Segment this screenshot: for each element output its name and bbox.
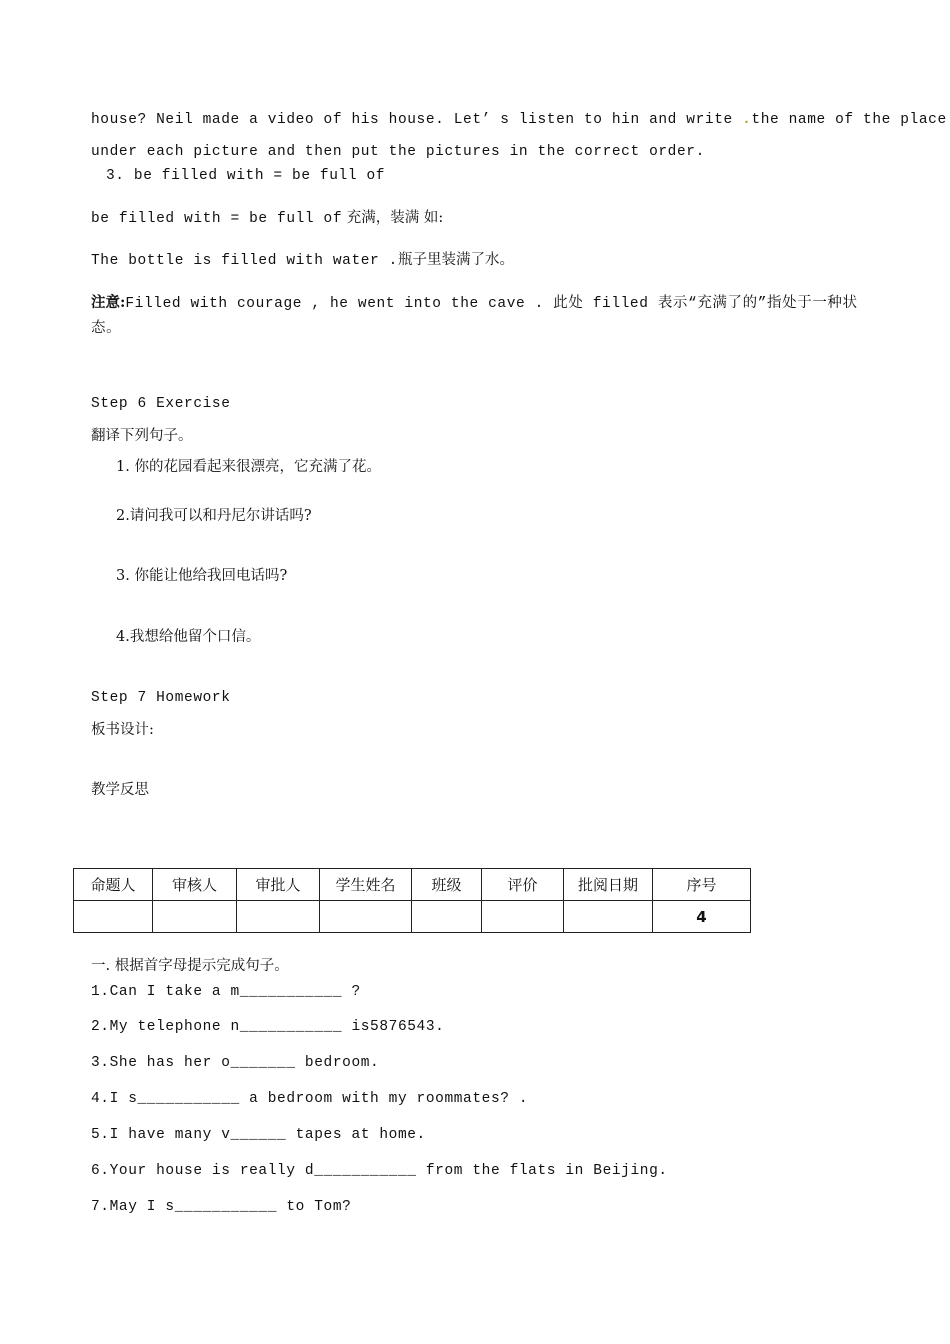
serial-number-cell: 4 [653, 901, 751, 933]
board-design-label: 板书设计: [91, 722, 154, 738]
note-text: Filled with courage , he went into the cave . 此处 filled 表示“充满了的”指处于一种状态。 [91, 296, 858, 337]
value-cell [320, 901, 412, 933]
header-cell: 序号 [653, 869, 751, 901]
exercise-item: 2.请问我可以和丹尼尔讲话吗? [116, 508, 312, 524]
value-cell [564, 901, 653, 933]
header-cell: 批阅日期 [564, 869, 653, 901]
example-en: The bottle is filled with water . [91, 253, 398, 269]
definition-en: be filled with = be full of [91, 211, 343, 227]
exercise-item: 4.我想给他留个口信。 [116, 629, 261, 645]
fill-in-item: 4.I s___________ a bedroom with my roommates? . [91, 1091, 529, 1107]
fill-in-item: 5.I have many v______ tapes at home. [91, 1127, 426, 1143]
fill-in-item: 2.My telephone n___________ is5876543. [91, 1019, 445, 1035]
fill-in-item: 6.Your house is really d___________ from the flats in Beijing. [91, 1163, 668, 1179]
header-cell: 班级 [412, 869, 482, 901]
teaching-reflection-label: 教学反思 [91, 782, 149, 798]
example-zh: 瓶子里装满了水。 [397, 252, 514, 268]
header-cell: 命题人 [74, 869, 153, 901]
point3-definition [91, 208, 443, 229]
fill-in-item: 1.Can I take a m___________ ? [91, 984, 361, 1000]
fill-in-item: 3.She has her o_______ bedroom. [91, 1055, 380, 1071]
value-cell [237, 901, 320, 933]
intro-text-a: house? Neil made a video of his house. Let’ s listen to hin and write [91, 112, 743, 128]
intro-text-b: the name of the place [751, 112, 947, 128]
step6-instruction: 翻译下列句子。 [91, 428, 193, 444]
exercise-item: 3. 你能让他给我回电话吗? [116, 568, 288, 584]
header-cell: 评价 [482, 869, 564, 901]
note-label: 注意: [91, 294, 126, 311]
header-cell: 审批人 [237, 869, 320, 901]
exercise-item: 1. 你的花园看起来很漂亮，它充满了花。 [116, 459, 381, 475]
point3-heading: 3. be filled with = be full of [106, 168, 386, 184]
stray-mark: . [742, 112, 752, 128]
grading-table-value-row [74, 901, 751, 933]
grading-table-header-row [74, 869, 751, 901]
intro-line-2: under each picture and then put the pictures in the correct order. [91, 144, 705, 160]
section1-title: 一. 根据首字母提示完成句子。 [91, 958, 289, 974]
step7-title: Step 7 Homework [91, 690, 231, 706]
fill-in-item: 7.May I s___________ to Tom? [91, 1199, 352, 1215]
header-cell: 学生姓名 [320, 869, 412, 901]
value-cell [482, 901, 564, 933]
step6-title: Step 6 Exercise [91, 396, 231, 412]
point3-example [91, 250, 514, 271]
value-cell [412, 901, 482, 933]
point3-note [91, 291, 863, 341]
header-cell: 审核人 [153, 869, 237, 901]
intro-line-1 [91, 110, 947, 130]
value-cell [153, 901, 237, 933]
grading-table [73, 868, 751, 933]
definition-zh: 充满，装满 如: [342, 210, 444, 226]
value-cell [74, 901, 153, 933]
